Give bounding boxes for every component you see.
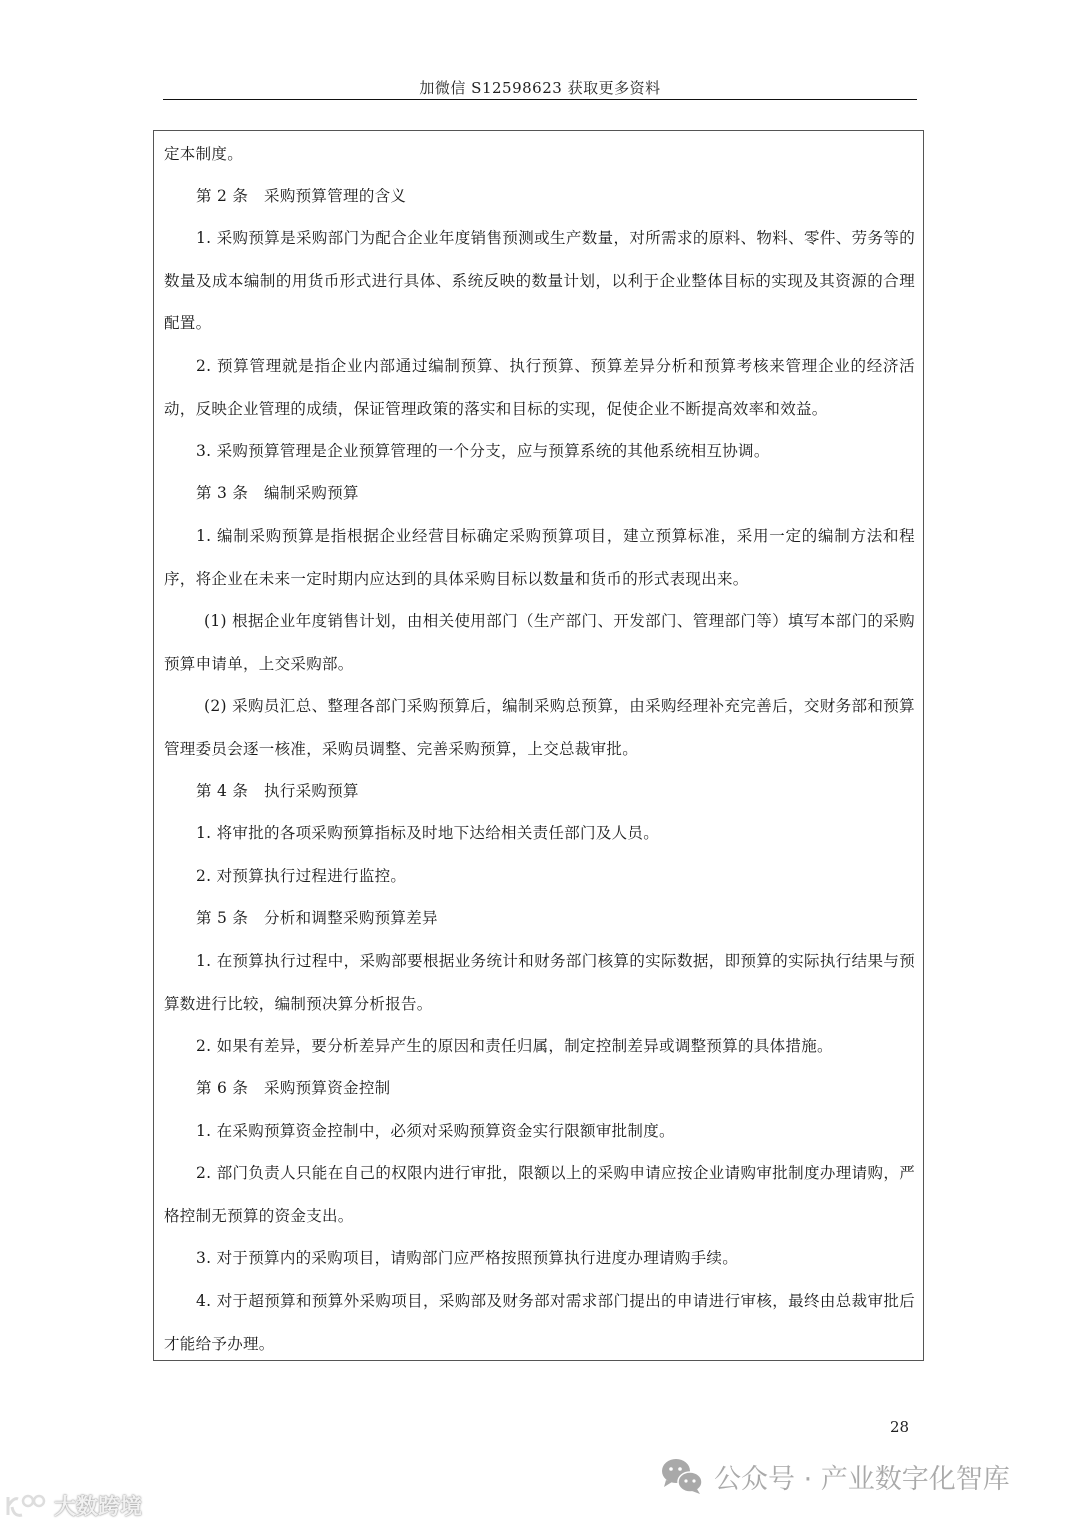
article-6-item-4: 4. 对于超预算和预算外采购项目，采购部及财务部对需求部门提出的申请进行审核，最终由总裁审批后才能给予办理。 <box>164 1292 915 1353</box>
article-2-item-1: 1. 采购预算是采购部门为配合企业年度销售预测或生产数量，对所需求的原料、物料、零件、劳务等的数量及成本编制的用货币形式进行具体、系统反映的数量计划，以利于企业整体目标的实现及其资源的合理配置。 <box>164 229 915 332</box>
article-4-item-1: 1. 将审批的各项采购预算指标及时地下达给相关责任部门及人员。 <box>196 824 660 842</box>
paragraph-continuation: 定本制度。 <box>164 145 244 163</box>
watermark-left-text: 大数跨境 <box>54 1495 143 1520</box>
watermark-right-text: 公众号 · 产业数字化智库 <box>714 1463 1010 1495</box>
article-4-item-2: 2. 对预算执行过程进行监控。 <box>196 867 407 885</box>
article-6-item-2: 2. 部门负责人只能在自己的权限内进行审批，限额以上的采购申请应按企业请购审批制度办理请购，严格控制无预算的资金支出。 <box>164 1164 915 1225</box>
article-6-item-3: 3. 对于预算内的采购项目，请购部门应严格按照预算执行进度办理请购手续。 <box>196 1249 739 1267</box>
article-5-item-2: 2. 如果有差异，要分析差异产生的原因和责任归属，制定控制差异或调整预算的具体措施。 <box>196 1037 833 1055</box>
article-3-subitem-2: (2) 采购员汇总、整理各部门采购预算后，编制采购总预算，由采购经理补充完善后，交财务部和预算管理委员会逐一核准，采购员调整、完善采购预算，上交总裁审批。 <box>164 697 915 758</box>
header-rule <box>163 99 917 100</box>
wechat-icon <box>660 1456 704 1496</box>
article-heading-4: 第 4 条 执行采购预算 <box>196 782 359 800</box>
article-3-subitem-1: (1) 根据企业年度销售计划，由相关使用部门（生产部门、开发部门、管理部门等）填写本部门的采购预算申请单，上交采购部。 <box>164 612 915 673</box>
article-6-item-1: 1. 在采购预算资金控制中，必须对采购预算资金实行限额审批制度。 <box>196 1122 675 1140</box>
watermark-right <box>660 1456 1010 1496</box>
article-heading-2: 第 2 条 采购预算管理的含义 <box>196 187 407 205</box>
content-box <box>153 130 924 1361</box>
article-5-item-1: 1. 在预算执行过程中，采购部要根据业务统计和财务部门核算的实际数据，即预算的实际执行结果与预算数进行比较，编制预决算分析报告。 <box>164 952 915 1013</box>
article-heading-3: 第 3 条 编制采购预算 <box>196 484 359 502</box>
page-number: 28 <box>890 1418 910 1436</box>
article-3-item-1: 1. 编制采购预算是指根据企业经营目标确定采购预算项目，建立预算标准，采用一定的编制方法和程序，将企业在未来一定时期内应达到的具体采购目标以数量和货币的形式表现出来。 <box>164 527 915 588</box>
article-2-item-2: 2. 预算管理就是指企业内部通过编制预算、执行预算、预算差异分析和预算考核来管理企业的经济活动，反映企业管理的成绩，保证管理政策的落实和目标的实现，促使企业不断提高效率和效益。 <box>164 357 915 418</box>
article-2-item-3: 3. 采购预算管理是企业预算管理的一个分支，应与预算系统的其他系统相互协调。 <box>196 442 770 460</box>
article-heading-5: 第 5 条 分析和调整采购预算差异 <box>196 909 438 927</box>
logo-icon <box>4 1493 48 1519</box>
header-text: 加微信 S12598623 获取更多资料 <box>419 79 661 97</box>
watermark-left <box>4 1490 142 1521</box>
article-heading-6: 第 6 条 采购预算资金控制 <box>196 1079 391 1097</box>
